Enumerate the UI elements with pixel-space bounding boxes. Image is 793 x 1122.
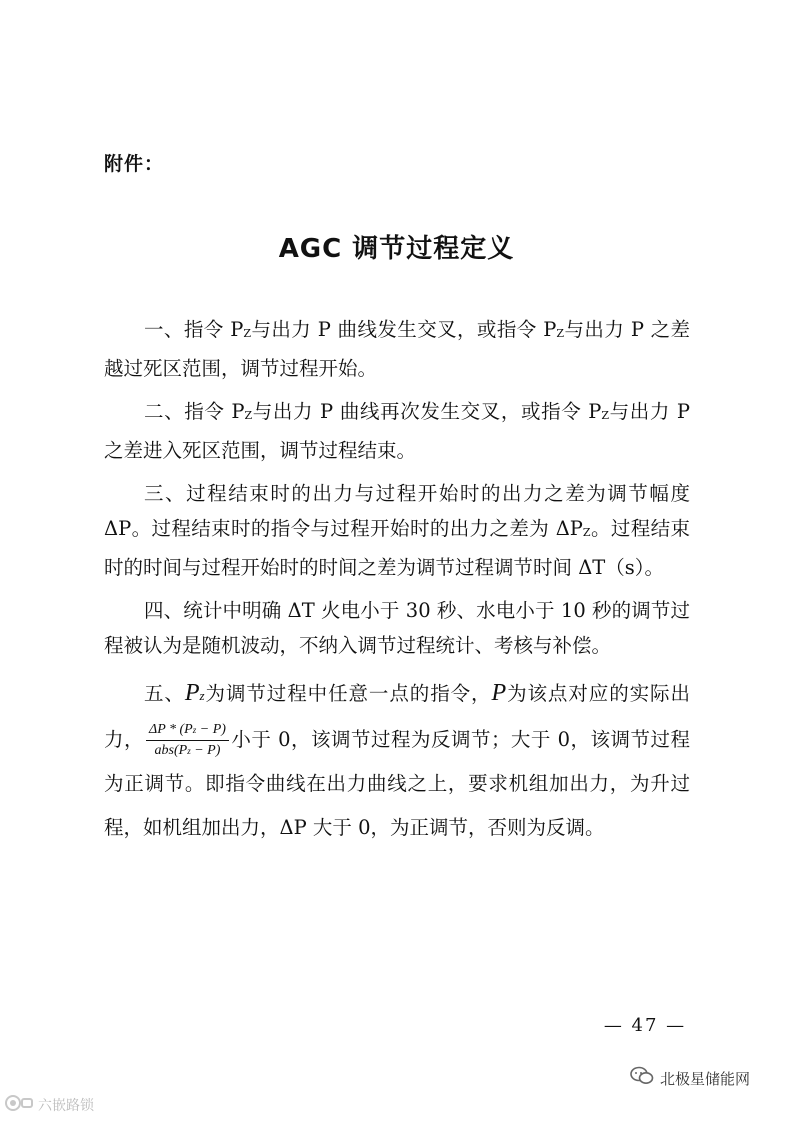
watermark-right <box>630 1066 750 1090</box>
formula-fraction <box>146 720 229 761</box>
math-symbol-pz: Pz <box>184 680 205 706</box>
subscript: Z <box>244 409 253 422</box>
wechat-icon <box>630 1066 654 1090</box>
paragraph-2: 二、指令 PZ与出力 P 曲线再次发生交叉，或指令 PZ与出力 P 之差进入死区范围，调节过程结束。 <box>104 400 691 462</box>
paragraph-5: 五、Pz为调节过程中任意一点的指令，P为该点对应的实际出力， $\frac{\Delta P * (Pz - P)}{\text{abs(Pz − P)}}$ 小于 0，该调节过程为反调节；大于 0，该调节过程为正调节。即指令曲线在出力曲线之上，要求机组加出力，为升过程，如机组加出力，ΔP 大于 0，为正调节，否则为反调。 <box>104 680 690 839</box>
page-number: — 47 — <box>603 1015 687 1036</box>
watermark-right-text: 北极星储能网 <box>660 1069 751 1088</box>
subscript: Z <box>582 526 591 539</box>
paragraph-3: 三、过程结束时的出力与过程开始时的出力之差为调节幅度 ΔP。过程结束时的指令与过程开始时的出力之差为 ΔPZ。过程结束时的时间与过程开始时的时间之差为调节过程调节时间 ΔT（s）。 <box>104 482 690 579</box>
paragraph-1: 一、指令 PZ与出力 P 曲线发生交叉，或指令 PZ与出力 P 之差越过死区范围，调节过程开始。 <box>104 318 690 380</box>
fraction-denominator: abs(Pz − P) <box>154 743 221 758</box>
watermark-left <box>4 1094 94 1116</box>
document-title: AGC 调节过程定义 <box>278 234 515 264</box>
paragraph-4: 四、统计中明确 ΔT 火电小于 30 秒、水电小于 10 秒的调节过程被认为是随机波动，不纳入调节过程统计、考核与补偿。 <box>104 599 690 657</box>
watermark-left-text: 六嵌路锁 <box>38 1098 94 1114</box>
subscript: Z <box>243 327 252 340</box>
attachment-label: 附件： <box>104 153 165 175</box>
subscript: Z <box>556 327 565 340</box>
fraction-numerator: ΔP * (Pz − P) <box>146 720 229 741</box>
math-symbol-p: P <box>491 680 507 706</box>
subscript: Z <box>601 409 610 422</box>
camera-logo-icon <box>4 1094 34 1116</box>
document-body <box>104 312 690 858</box>
